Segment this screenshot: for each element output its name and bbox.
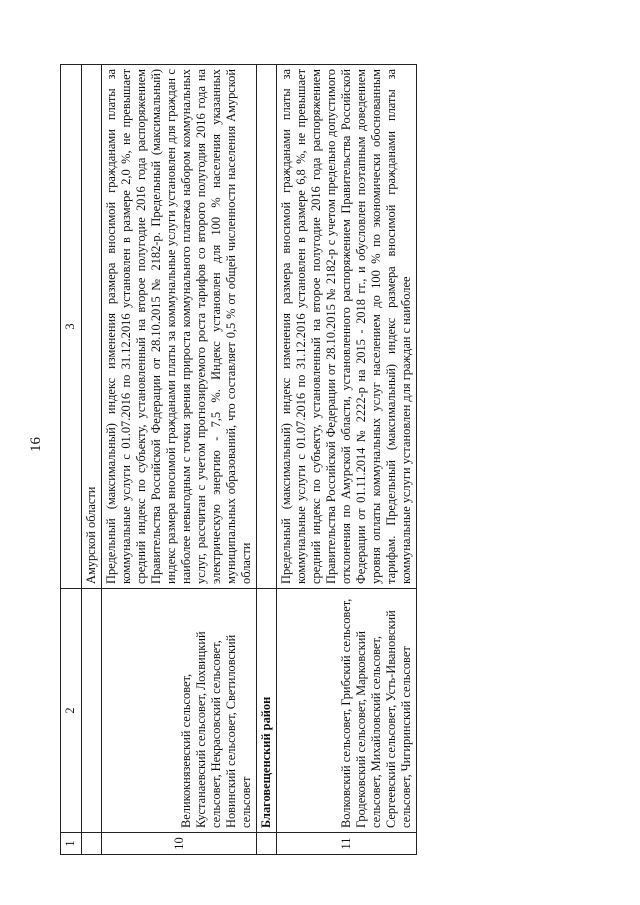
table-row xyxy=(82,65,102,855)
description-cell: Предельный (максимальный) индекс изменения размера вносимой гражданами платы за коммунальные услуги с 01.07.2016 по 31.12.2016 установлен в размере 2,0 %, не превышает средний индекс по субъекту, установленный на второе полугодие 2016 года распоряжением Правительства Российской Федерации от 28.10.2015 № 2182-р. Предельный (максимальный) индекс размера вносимой гражданами платы за коммунальные услуги установлен для граждан с наиболее невыгодным с точки зрения прироста коммунального платежа набором коммунальных услуг, рассчитан с учетом прогнозируемого роста тарифов со второго полугодия 2016 года на электрическую энергию - 7,5 %. Индекс установлен для 100 % населения указанных муниципальных образований, что составляет 0,5 % от общей численности населения Амурской области xyxy=(102,65,257,589)
column-header-2: 2 xyxy=(61,589,82,833)
table-header-row xyxy=(61,65,82,855)
municipalities-cell: Великокнязевский сельсовет, Кустанаевский сельсовет, Лохвицкий сельсовет, Некрасовский сельсовет, Новинский сельсовет, Светиловский сельсовет xyxy=(102,589,257,833)
column-header-3: 3 xyxy=(61,65,82,589)
table-row xyxy=(277,65,417,855)
municipalities-cell xyxy=(82,589,102,833)
row-number: 11 xyxy=(277,833,417,855)
description-cell: Предельный (максимальный) индекс изменения размера вносимой гражданами платы за коммунальные услуги с 01.07.2016 по 31.12.2016 установлен в размере 6,8 %, не превышает средний индекс по субъекту, установленный на второе полугодие 2016 года распоряжением Правительства Российской Федерации от 28.10.2015 № 2182-р с учетом предельно допустимого отклонения по Амурской области, установленного распоряжением Правительства Российской Федерации от 01.11.2014 № 2222-р на 2015 - 2018 гг., и обусловлен поэтапным доведением уровня оплаты коммунальных услуг населением до 100 % по экономически обоснованным тарифам. Предельный (максимальный) индекс размера вносимой гражданами платы за коммунальные услуги установлен для граждан с наиболее xyxy=(277,65,417,589)
rotated-page-content xyxy=(60,65,600,855)
column-header-1: 1 xyxy=(61,833,82,855)
subheader-cell: Амурской области xyxy=(82,65,102,589)
page-number: 16 xyxy=(28,437,44,452)
tariff-table xyxy=(60,64,417,855)
region-empty-cell xyxy=(257,65,277,589)
row-num-cell xyxy=(82,833,102,855)
row-num-cell xyxy=(257,833,277,855)
table-row xyxy=(102,65,257,855)
municipalities-cell: Волковский сельсовет, Грибский сельсовет, Гродековский сельсовет, Марковский сельсовет, Михайловский сельсовет, Сергеевский сельсовет, Усть-Ивановский сельсовет, Чигиринский сельсовет xyxy=(277,589,417,833)
region-name: Благовещенский район xyxy=(257,589,277,833)
region-row xyxy=(257,65,277,855)
row-number: 10 xyxy=(102,833,257,855)
